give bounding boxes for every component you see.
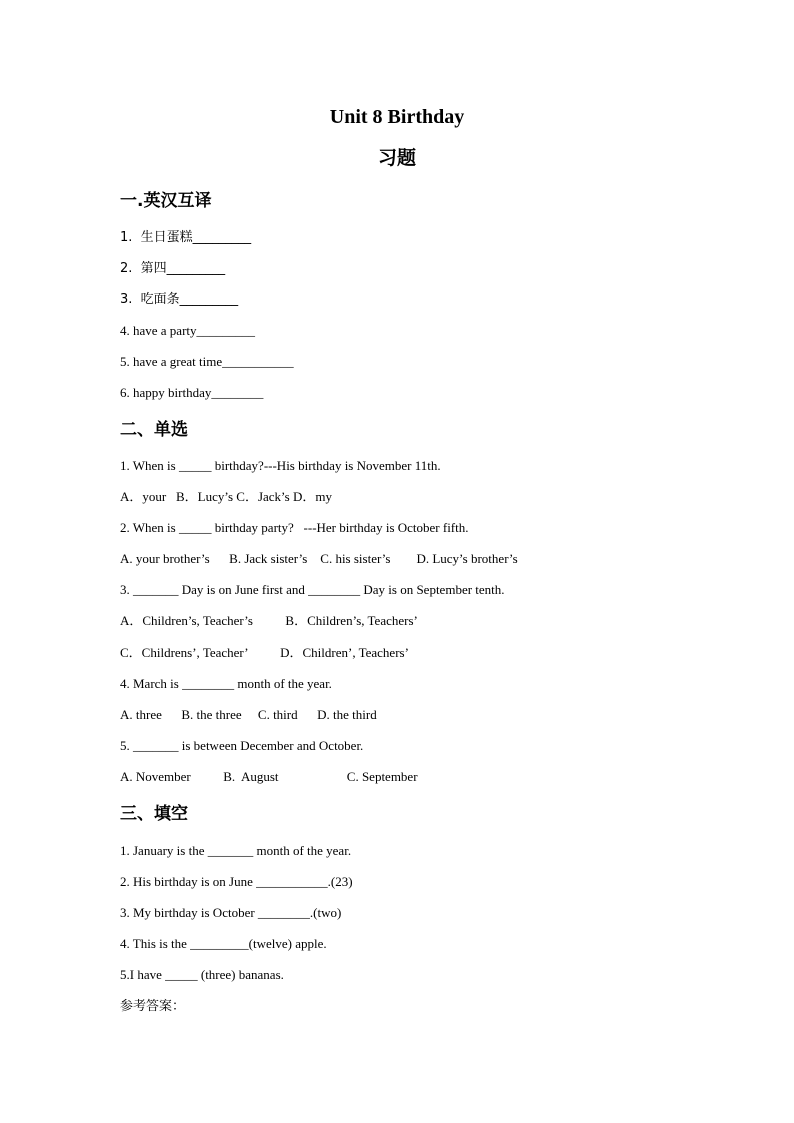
page-title: Unit 8 Birthday (329, 106, 465, 128)
section-1-item-5: 5. have a great time___________ (120, 354, 294, 369)
section-2-options-3b: C．Childrens’, Teacher’ D．Children’, Teachers’ (120, 645, 409, 660)
section-2-question-4: 4. March is ________ month of the year. (120, 676, 332, 691)
section-3-item-3: 3. My birthday is October ________.(two) (120, 905, 342, 920)
section-2-question-3: 3. _______ Day is on June first and ________ Day is on September tenth. (120, 582, 505, 597)
section-2-heading: 二、单选 (120, 420, 188, 440)
section-2-options-3a: A．Children’s, Teacher’s B．Children’s, Teachers’ (120, 613, 418, 628)
page-subtitle: 习题 (377, 147, 416, 169)
answers-label: 参考答案： (120, 999, 186, 1014)
section-1-item-6: 6. happy birthday________ (120, 385, 264, 400)
section-2-options-2: A. your brother’s B. Jack sister’s C. his sister’s D. Lucy’s brother’s (120, 551, 518, 566)
section-2-options-4: A. three B. the three C. third D. the third (120, 707, 377, 722)
section-2-options-5: A. November B. August C. September (120, 769, 418, 784)
section-2-question-1: 1. When is _____ birthday?---His birthday is November 11th. (120, 458, 441, 473)
section-1-heading: 一.英汉互译 (120, 191, 212, 211)
section-1-item-1: 1. 生日蛋糕_________ (120, 230, 252, 245)
section-3-heading: 三、填空 (120, 804, 188, 824)
section-3-item-2: 2. His birthday is on June ___________.(23) (120, 874, 353, 889)
section-2-question-5: 5. _______ is between December and October. (120, 738, 364, 753)
section-3-item-5: 5.I have _____ (three) bananas. (120, 967, 284, 982)
section-1-item-3: 3. 吃面条_________ (120, 292, 239, 307)
section-1-item-2: 2. 第四_________ (120, 261, 226, 276)
section-1-item-4: 4. have a party_________ (120, 323, 256, 338)
section-2-question-2: 2. When is _____ birthday party? ---Her birthday is October fifth. (120, 520, 469, 535)
section-3-item-4: 4. This is the _________(twelve) apple. (120, 936, 327, 951)
section-2-options-1: A．your B．Lucy’s C．Jack’s D．my (120, 489, 332, 504)
section-3-item-1: 1. January is the _______ month of the year. (120, 843, 352, 858)
